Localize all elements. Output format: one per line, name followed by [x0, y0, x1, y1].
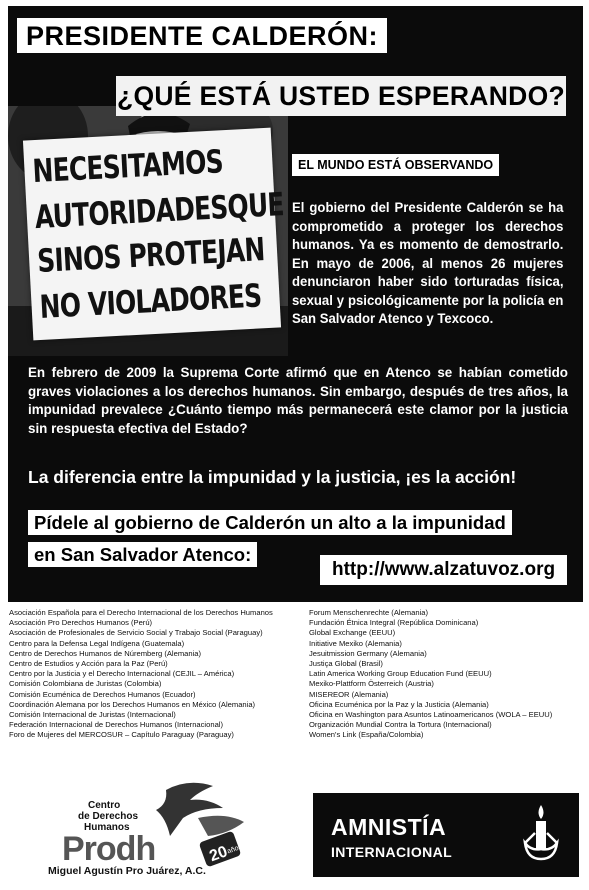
organization-item: Centro para la Defensa Legal Indígena (Guatemala) [9, 638, 185, 648]
prodh-org-line-1: Centro [88, 800, 121, 811]
organization-item: Organización Mundial Contra la Tortura (Internacional) [309, 720, 492, 730]
organization-item: Centro de Estudios y Acción para la Paz (Perú) [9, 659, 168, 669]
organization-item: Justiça Global (Brasil) [309, 659, 383, 669]
amnesty-title: AMNISTÍA [331, 814, 447, 840]
organization-item: Comisión Internacional de Juristas (Internacional) [9, 710, 176, 720]
ad-panel [8, 6, 583, 602]
organization-item: Foro de Mujeres del MERCOSUR – Capítulo Paraguay (Paraguay) [9, 730, 234, 740]
tagline: La diferencia entre la impunidad y la justicia, ¡es la acción! [28, 467, 517, 487]
organization-item: Jesuitmission Germany (Alemania) [309, 648, 427, 658]
organization-item: Asociación Pro Derechos Humanos (Perú) [9, 618, 153, 628]
organization-item: Comisión Colombiana de Juristas (Colombia) [9, 679, 162, 689]
organization-item: Latin America Working Group Education Fund (EEUU) [309, 669, 492, 679]
prodh-wordmark: Prodh [62, 830, 156, 868]
prodh-logo [48, 778, 268, 878]
body-paragraph-2: En febrero de 2009 la Suprema Corte afirmó que en Atenco se habían cometido graves violaciones a los derechos humanos. Sin embargo, después de tres años, la impunidad prevalece ¿Cuánto tiempo más permanecerá este clamor por la justicia sin respuesta efectiva del Estado? [28, 365, 568, 436]
call-to-action-line-1: Pídele al gobierno de Calderón un alto a la impunidad [28, 510, 512, 535]
prodh-20-years-number: 20 [207, 843, 230, 866]
prodh-org-line-2: de Derechos [78, 811, 139, 822]
organizations-column-1 [9, 608, 309, 741]
organization-item: Fundación Étnica Integral (República Dominicana) [309, 618, 479, 628]
headline-question: ¿QUÉ ESTÁ USTED ESPERANDO? [116, 76, 566, 116]
organization-item: Forum Menschenrechte (Alemania) [309, 608, 429, 617]
candle-icon [519, 803, 563, 867]
organization-item: Centro por la Justicia y el Derecho Internacional (CEJIL – América) [9, 669, 235, 679]
prodh-org-line-3: Humanos [84, 822, 130, 833]
amnesty-logo [313, 793, 579, 877]
organization-item: Oficina Ecuménica por la Paz y la Justicia (Alemania) [309, 699, 489, 709]
organization-item: Initiative Mexiko (Alemania) [309, 638, 402, 648]
sign-line-2: AUTORIDADESQUE [33, 185, 285, 237]
organization-item: Coordinación Alemana por los Derechos Humanos en México (Alemania) [9, 699, 256, 709]
organization-item: Global Exchange (EEUU) [309, 628, 396, 638]
organization-item: Asociación Española para el Derecho Internacional de los Derechos Humanos [9, 608, 273, 617]
organization-item: Centro de Derechos Humanos de Núremberg (Alemania) [9, 648, 202, 658]
organization-item: Asociación de Profesionales de Servicio Social y Trabajo Social (Paraguay) [9, 628, 263, 638]
organization-item: Comisión Ecuménica de Derechos Humanos (Ecuador) [9, 689, 196, 699]
sign-line-4: NO VIOLADORES [38, 276, 263, 326]
call-to-action-line-2: en San Salvador Atenco: [28, 542, 257, 567]
organization-item: Mexiko-Plattform Österreich (Austria) [309, 679, 434, 689]
subhead-world-watching: EL MUNDO ESTÁ OBSERVANDO [292, 154, 499, 176]
organization-item: Federación Internacional de Derechos Humanos (Internacional) [9, 720, 224, 730]
protest-sign [23, 128, 285, 341]
organization-item: Women's Link (España/Colombia) [309, 730, 424, 740]
organization-item: MISEREOR (Alemania) [309, 689, 389, 699]
sign-line-1: NECESITAMOS [31, 142, 224, 191]
body-paragraph-1: El gobierno del Presidente Calderón se ha comprometido a proteger los derechos humanos. Ya es momento de demostrarlo. En mayo de 2006, al menos 26 mujeres denunciaron haber sido torturadas física, sexual y psicológicamente por la policía en San Salvador Atenco y Texcoco. [292, 200, 564, 326]
sign-line-3: SINOS PROTEJAN [36, 230, 266, 281]
organization-item: Oficina en Washington para Asuntos Latinoamericanos (WOLA – EEUU) [309, 710, 553, 720]
prodh-tagline: Miguel Agustín Pro Juárez, A.C. [48, 865, 206, 877]
amnesty-subtitle: INTERNACIONAL [331, 844, 453, 860]
campaign-url-link[interactable]: http://www.alzatuvoz.org [320, 555, 567, 585]
organizations-column-2 [309, 608, 584, 741]
headline-president: PRESIDENTE CALDERÓN: [17, 18, 387, 53]
prodh-20-years-word: años [226, 843, 243, 856]
prodh-logo-graphic [48, 778, 268, 878]
